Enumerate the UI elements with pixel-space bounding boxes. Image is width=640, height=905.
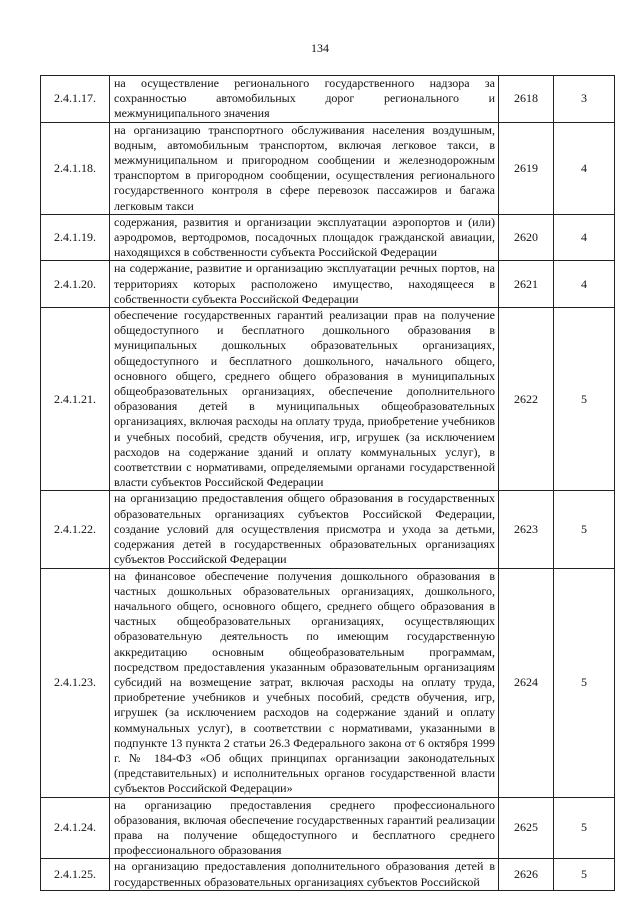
row-description: на организацию предоставления среднего профессионального образования, включая обеспечение государственных гарантий реализации права на получение общедоступного и бесплатного среднего профессионального образования xyxy=(110,797,499,859)
row-code: 2620 xyxy=(499,214,554,261)
table-row xyxy=(41,214,615,261)
row-number: 2.4.1.17. xyxy=(41,76,110,123)
row-code: 2626 xyxy=(499,859,554,890)
row-number: 2.4.1.20. xyxy=(41,261,110,308)
row-group: 5 xyxy=(554,568,615,797)
row-description: на финансовое обеспечение получения дошкольного образования в частных дошкольных образовательных организациях, дошкольного, начального общего, основного общего, среднего общего образования в частных общеобразовательных организациях, осуществляющих образовательную деятельность по имеющим государственную аккредитацию основным общеобразовательным программам, посредством предоставления указанным образовательным организациям субсидий на возмещение затрат, включая расходы на оплату труда, приобретение учебников и учебных пособий, средств обучения, игр, игрушек (за исключением расходов на содержание зданий и оплату коммунальных услуг), в соответствии с нормативами, указанными в подпункте 13 пункта 2 статьи 26.3 Федерального закона от 6 октября 1999 г. № 184-ФЗ «Об общих принципах организации законодательных (представительных) и исполнительных органов государственной власти субъектов Российской Федерации» xyxy=(110,568,499,797)
page-number: 134 xyxy=(311,41,329,55)
row-number: 2.4.1.19. xyxy=(41,214,110,261)
row-group: 5 xyxy=(554,797,615,859)
row-code: 2624 xyxy=(499,568,554,797)
row-description: на осуществление регионального государственного надзора за сохранностью автомобильных дорог регионального и межмуниципального значения xyxy=(110,76,499,123)
table-row xyxy=(41,859,615,890)
row-description: на организацию предоставления дополнительного образования детей в государственных образовательных организациях субъектов Российской xyxy=(110,859,499,890)
row-description: на организацию транспортного обслуживания населения воздушным, водным, автомобильным транспортом, включая легковое такси, в межмуниципальном и пригородном сообщении и железнодорожным транспортом в пригородном сообщении, осуществления регионального государственного контроля в сфере перевозок пассажиров и багажа легковым такси xyxy=(110,122,499,214)
row-group: 4 xyxy=(554,214,615,261)
row-code: 2625 xyxy=(499,797,554,859)
row-description: на содержание, развитие и организацию эксплуатации речных портов, на территориях которых расположено имущество, находящееся в собственности субъекта Российской Федерации xyxy=(110,261,499,308)
table-row xyxy=(41,261,615,308)
budget-code-table xyxy=(40,75,615,891)
table-row xyxy=(41,76,615,123)
row-number: 2.4.1.23. xyxy=(41,568,110,797)
row-group: 5 xyxy=(554,859,615,890)
row-code: 2622 xyxy=(499,308,554,491)
row-group: 4 xyxy=(554,261,615,308)
row-number: 2.4.1.21. xyxy=(41,308,110,491)
row-number: 2.4.1.18. xyxy=(41,122,110,214)
row-code: 2621 xyxy=(499,261,554,308)
row-group: 4 xyxy=(554,122,615,214)
row-number: 2.4.1.22. xyxy=(41,491,110,568)
row-code: 2618 xyxy=(499,76,554,123)
table-row xyxy=(41,568,615,797)
row-group: 3 xyxy=(554,76,615,123)
table-row xyxy=(41,308,615,491)
table-row xyxy=(41,797,615,859)
row-description: на организацию предоставления общего образования в государственных образовательных организациях субъектов Российской Федерации, создание условий для осуществления присмотра и ухода за детьми, содержания детей в государственных образовательных организациях субъектов Российской Федерации xyxy=(110,491,499,568)
row-number: 2.4.1.24. xyxy=(41,797,110,859)
row-code: 2619 xyxy=(499,122,554,214)
row-group: 5 xyxy=(554,308,615,491)
row-description: содержания, развития и организации эксплуатации аэропортов и (или) аэродромов, вертодромов, посадочных площадок гражданской авиации, находящихся в собственности субъекта Российской Федерации xyxy=(110,214,499,261)
table-row xyxy=(41,491,615,568)
table-row xyxy=(41,122,615,214)
row-code: 2623 xyxy=(499,491,554,568)
row-description: обеспечение государственных гарантий реализации прав на получение общедоступного и бесплатного дошкольного образования в муниципальных дошкольных образовательных организациях, общедоступного и бесплатного дошкольного, начального общего, основного общего, среднего общего образования в муниципальных общеобразовательных организациях, обеспечение дополнительного образования детей в муниципальных общеобразовательных организациях, включая расходы на оплату труда, приобретение учебников и учебных пособий, средств обучения, игр, игрушек (за исключением расходов на содержание зданий и оплату коммунальных услуг), в соответствии с нормативами, определяемыми органами государственной власти субъектов Российской Федерации xyxy=(110,308,499,491)
row-number: 2.4.1.25. xyxy=(41,859,110,890)
row-group: 5 xyxy=(554,491,615,568)
